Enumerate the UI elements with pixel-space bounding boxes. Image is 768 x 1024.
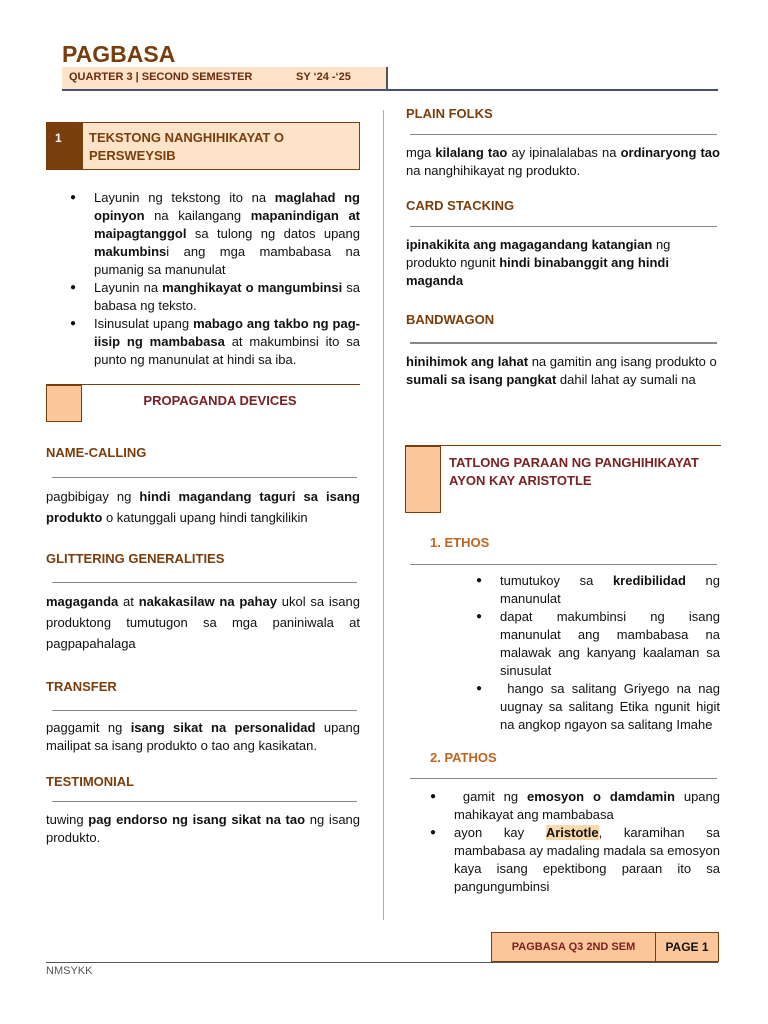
heading-plain-folks: PLAIN FOLKS	[406, 106, 493, 121]
list-item: ● tumutukoy sa kredibilidad ng manunulat	[476, 572, 720, 608]
pathos-list	[430, 788, 720, 896]
plain-folks-text: mga kilalang tao ay ipinalalabas na ordinaryong tao na nanghihikayat ng produkto.	[406, 145, 720, 178]
list-item: ● hango sa salitang Griyego na nag uugnay sa salitang Etika ngunit higit na angkop ngayon sa salitang Imahe	[476, 680, 720, 734]
list-item: ● dapat makumbinsi ng isang manunulat ang mambabasa na malawak ang kanyang kaalaman sa sinusulat	[476, 608, 720, 680]
page-number: PAGE 1	[665, 940, 709, 954]
divider	[52, 801, 357, 802]
section-marker-box	[46, 385, 82, 422]
divider	[52, 710, 357, 711]
divider	[52, 477, 357, 478]
divider	[410, 134, 717, 135]
page-title: PAGBASA	[62, 41, 176, 67]
heading-ethos: 1. ETHOS	[430, 535, 490, 550]
list-item: ● ayon kay Aristotle, karamihan sa mambabasa ay madaling madala sa emosyon kaya isang epektibong paraan ito sa pangungumbinsi	[430, 824, 720, 896]
subtitle-divider	[386, 67, 388, 89]
divider	[410, 778, 717, 779]
list-item: ● Layunin na manghikayat o mangumbinsi sa babasa ng teksto.	[70, 279, 360, 315]
name-calling-text: pagbibigay ng hindi magandang taguri sa isang produkto o katunggali upang hindi tangkilikin	[46, 489, 360, 525]
section-marker-box	[405, 446, 441, 513]
footer-rule	[46, 962, 718, 963]
section-3-heading	[405, 445, 721, 513]
card-stacking-text: ipinakikita ang magagandang katangian ng produkto ngunit hindi binabanggit ang hindi maganda	[406, 237, 671, 288]
footer-label: PAGBASA Q3 2ND SEM	[492, 933, 656, 961]
section-2-title: PROPAGANDA DEVICES	[143, 393, 297, 408]
heading-transfer: TRANSFER	[46, 679, 117, 694]
heading-testimonial: TESTIMONIAL	[46, 774, 135, 789]
list-item: ● gamit ng emosyon o damdamin upang mahikayat ang mambabasa	[430, 788, 720, 824]
heading-pathos: 2. PATHOS	[430, 750, 497, 765]
transfer-text: paggamit ng isang sikat na personalidad upang mailipat sa isang produkto o tao ang kasikatan.	[46, 720, 360, 753]
heading-bandwagon: BANDWAGON	[406, 312, 495, 327]
section-1-heading	[46, 122, 360, 170]
school-year-label: SY ‘24 -‘25	[296, 71, 351, 83]
column-divider	[383, 110, 384, 920]
divider	[410, 226, 717, 227]
testimonial-text: tuwing pag endorso ng isang sikat na tao ng isang produkto.	[46, 812, 361, 845]
persuasive-text-list	[70, 189, 360, 369]
divider	[52, 582, 357, 583]
list-item: ● Layunin ng tekstong ito na maglahad ng opinyon na kailangang mapanindigan at maipagtanggol sa tulong ng datos upang makumbinsi ang mga mambabasa na pumanig sa manunulat	[70, 189, 360, 279]
footer-box	[491, 932, 719, 962]
section-number: 1	[55, 131, 62, 145]
list-item: ● Isinusulat upang mabago ang takbo ng pag-iisip ng mambabasa at makumbinsi ito sa punto ng manunulat at hindi sa iba.	[70, 315, 360, 369]
section-1-title: TEKSTONG NANGHIHIKAYAT O PERSWEYSIB	[89, 130, 285, 163]
section-2-heading	[46, 384, 360, 422]
section-number-box	[47, 123, 83, 169]
ethos-list	[476, 572, 720, 734]
heading-card-stacking: CARD STACKING	[406, 198, 515, 213]
heading-glittering-generalities: GLITTERING GENERALITIES	[46, 551, 225, 566]
section-3-title: TATLONG PARAAN NG PANGHIHIKAYAT AYON KAY ARISTOTLE	[449, 455, 699, 488]
divider	[410, 342, 717, 344]
header-rule	[62, 89, 718, 91]
divider	[410, 564, 717, 565]
quarter-label: QUARTER 3 | SECOND SEMESTER	[69, 71, 253, 83]
glittering-text: magaganda at nakakasilaw na pahay ukol sa isang produktong tumutugon sa mga paniniwala at pagpapahalaga	[46, 594, 360, 651]
heading-name-calling: NAME-CALLING	[46, 445, 147, 460]
subtitle-bar	[62, 67, 386, 89]
footer-author: NMSYKK	[46, 965, 93, 977]
bandwagon-text: hinihimok ang lahat na gamitin ang isang produkto o sumali sa isang pangkat dahil lahat ay sumali na	[406, 354, 717, 387]
